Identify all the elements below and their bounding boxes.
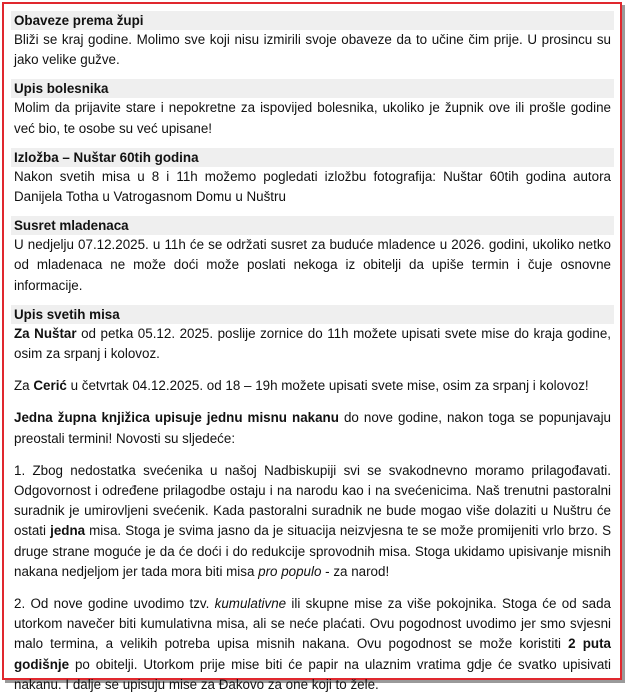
novost-1-paragraph	[11, 461, 614, 582]
bulletin-frame	[2, 2, 622, 692]
ceric-label: Cerić	[33, 378, 67, 394]
novost-2-bold: 2 puta godišnje	[14, 636, 611, 672]
section-title: Susret mladenaca	[11, 216, 614, 235]
section-title: Izložba – Nuštar 60tih godina	[11, 148, 614, 167]
section-title: Upis svetih misa	[11, 305, 614, 324]
novost-2-text-b: ili skupne mise za više pokojnika. Stoga će od sada utorkom navečer biti kumulativna misa, ali se neće plaćati. Ovu pogodnost uvodimo jer smo svjesni malo termina, a velikih potreba upisa misnih nakana. Ovu pogodnost se može koristiti	[14, 596, 611, 652]
knjizica-paragraph	[11, 408, 614, 448]
novost-1-bold: jedna	[50, 523, 86, 539]
ceric-text: u četvrtak 04.12.2025. od 18 – 19h možete upisati svete mise, osim za srpanj i kolovoz!	[66, 378, 589, 394]
novost-1-text-a: 1. Zbog nedostatka svećenika u našoj Nadbiskupiji svi se svakodnevno moramo prilagođavati. Odgovornost i određene prilagodbe ostaju i na narodu kao i na svećenicima. Naš trenutni pastoralni suradnik je umirovljeni svećenik. Kada pastoralni suradnik ne bude mogao više dolaziti u Nuštru će ostati	[14, 462, 611, 539]
section-title: Upis bolesnika	[11, 79, 614, 98]
section-upis-misa	[11, 305, 614, 695]
nustar-paragraph	[11, 324, 614, 364]
novost-2-paragraph	[11, 594, 614, 695]
nustar-text: od petka 05.12. 2025. poslije zornice do 11h možete upisati svete mise do kraja godine, osim za srpanj i kolovoz.	[14, 325, 611, 362]
section-title: Obaveze prema župi	[11, 11, 614, 30]
section-text: Molim da prijavite stare i nepokretne za ispovijed bolesnika, ukoliko je župnik ove ili prošle godine već bio, te osobe su već upisane!	[14, 100, 611, 136]
section-text: Nakon svetih misa u 8 i 11h možemo pogledati izložbu fotografija: Nuštar 60tih godina autora Danijela Totha u Vatrogasnom Domu u Nuštru	[14, 168, 611, 205]
knjizica-label: Jedna župna knjižica upisuje jednu misnu nakanu	[14, 410, 339, 426]
section-obaveze	[11, 11, 614, 70]
novost-2-text-a: 2. Od nove godine uvodimo tzv.	[14, 596, 215, 612]
novost-1-text-c: - za narod!	[321, 563, 390, 579]
novost-2-italic: kumulativne	[214, 596, 287, 612]
ceric-prefix: Za	[14, 378, 34, 394]
knjizica-text: do nove godine, nakon toga se popunjavaju preostali termini! Novosti su sljedeće:	[14, 410, 611, 446]
section-susret-mladenaca	[11, 216, 614, 296]
nustar-label: Za Nuštar	[14, 325, 77, 341]
novost-1-italic: pro populo	[258, 563, 322, 579]
section-text: U nedjelju 07.12.2025. u 11h će se održati susret za buduće mladence u 2026. godini, ukoliko netko od mladenaca ne može doći može poslati nekoga iz obitelji da upiše termin i čuje osnovne informacije.	[14, 237, 611, 293]
section-text: Bliži se kraj godine. Molimo sve koji nisu izmirili svoje obaveze da to učine čim prije. U prosincu su jako velike gužve.	[14, 32, 611, 68]
section-upis-bolesnika	[11, 79, 614, 138]
novost-2-text-c: po obitelji. Utorkom prije mise biti će papir na ulaznim vratima gdje će svatko upisivati nakanu. I dalje se upisuju mise za Đakovo za one koji to žele.	[14, 656, 611, 692]
novost-1-text-b: misa. Stoga je svima jasno da je situacija neizvjesna te se može promijeniti vrlo brzo. S druge strane moguće je da će doći i do redukcije sprovodnih misa. Stoga ukidamo upisivanje misnih nakana nedjeljom jer tada mora biti misa	[14, 523, 612, 579]
ceric-paragraph	[11, 376, 614, 396]
section-izlozba	[11, 148, 614, 207]
